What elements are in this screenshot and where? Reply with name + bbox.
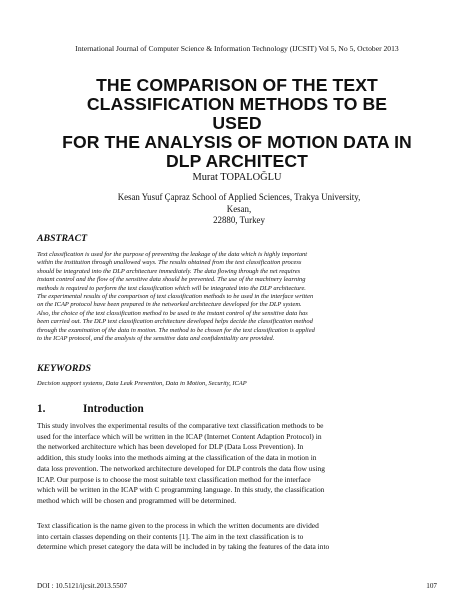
title-line: CLASSIFICATION METHODS TO BE USED — [86, 94, 388, 133]
abstract-line: Also, the choice of the text classification method to be used in the instant control of the sensitive data has — [37, 309, 308, 317]
paragraph-line: determine which preset category the data will be included in by taking the features of the data into — [37, 542, 330, 552]
abstract-text — [37, 251, 437, 343]
journal-header: International Journal of Computer Science & Information Technology (IJCSIT) Vol 5, No 5, October 2013 — [75, 44, 399, 53]
abstract-line: through the examination of the data in motion. The method to be chosen for the text classification is applied — [37, 326, 315, 334]
paragraph-line: addition, this study looks into the methods aiming at the classification of the data in motion in — [37, 453, 317, 463]
paper-title — [60, 76, 414, 171]
affiliation-line: 22880, Turkey — [213, 215, 265, 225]
paragraph-line: Text classification is the name given to the process in which the written documents are divided — [37, 521, 319, 530]
abstract-line: methods is required to perform the text classification which will be integrated into the DLP architecture. — [37, 284, 306, 292]
page-number: 107 — [426, 582, 437, 590]
abstract-line: been carried out. The DLP text classification architecture developed helps decide the classification method — [37, 318, 313, 326]
paragraph-line: which will be written in the ICAP with C programming language. In this study, the classification — [37, 485, 325, 495]
abstract-line: on the ICAP protocol have been prepared in the networked architecture developed for the DLP system. — [37, 301, 302, 309]
abstract-line: Text classification is used for the purpose of preventing the leakage of the data which is highly important — [37, 251, 308, 258]
title-line: THE COMPARISON OF THE TEXT — [96, 75, 378, 95]
abstract-line: The experimental results of the comparison of text classification methods to be used in the interface written — [37, 293, 314, 301]
author-name: Murat TOPALOĞLU — [192, 172, 282, 183]
body-paragraph — [37, 421, 437, 507]
section-title: Introduction — [83, 403, 144, 415]
title-line: DLP ARCHITECT — [165, 151, 309, 171]
paragraph-line: data loss prevention. The networked architecture developed for DLP controls the data flow using — [37, 463, 325, 473]
abstract-heading: ABSTRACT — [37, 233, 88, 244]
paragraph-line: This study involves the experimental results of the comparative text classification methods to be — [37, 421, 324, 430]
abstract-line: should be integrated into the DLP architecture immediately. The data flowing through the net requires — [37, 267, 301, 275]
paragraph-line: used for the interface which will be written in the ICAP (Internet Content Adaption Protocol) in — [37, 431, 322, 441]
author-affiliation — [110, 192, 368, 227]
section-heading — [37, 403, 144, 415]
paragraph-line: method which will be chosen and programmed will be determined. — [37, 495, 237, 505]
keywords-heading: KEYWORDS — [37, 363, 91, 374]
abstract-line: instant control and the flow of the sensitive data should be prevented. The use of the machinery learning — [37, 276, 306, 284]
keywords-text: Decision support systems, Data Leak Prevention, Data in Motion, Security, ICAP — [37, 380, 247, 387]
section-number: 1. — [37, 403, 46, 415]
title-line: FOR THE ANALYSIS OF MOTION DATA IN — [62, 132, 412, 152]
body-paragraph — [37, 521, 437, 553]
abstract-line: within the institution through unallowed ways. The results obtained from the text classification process — [37, 259, 302, 267]
affiliation-line: Kesan Yusuf Çapraz School of Applied Sciences, Trakya University, Kesan, — [117, 192, 361, 214]
paragraph-line: into certain classes depending on their contents [1]. The aim in the text classification is to — [37, 531, 304, 541]
doi-text: DOI : 10.5121/ijcsit.2013.5507 — [37, 582, 128, 590]
abstract-line: to the ICAP protocol, and the analysis of the sensitive data and confidentiality are provided. — [37, 335, 275, 343]
paragraph-line: the networked architecture which has been developed for DLP (Data Loss Prevention). In — [37, 442, 304, 452]
paragraph-line: ICAP. Our purpose is to choose the most suitable text classification method for the interface — [37, 474, 311, 484]
